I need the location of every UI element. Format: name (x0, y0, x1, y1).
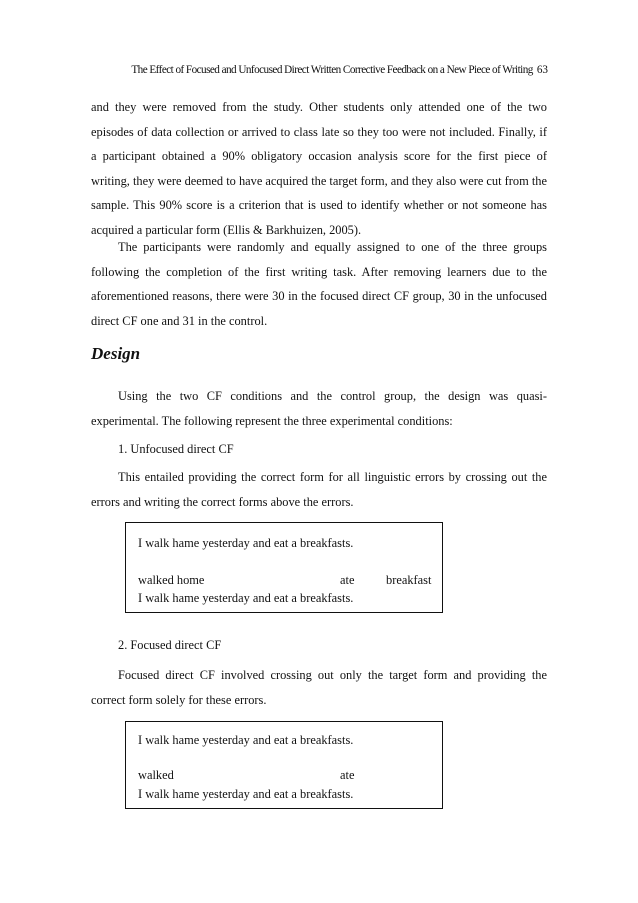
example-correction-breakfast: breakfast (386, 573, 432, 587)
paragraph-design: Using the two CF conditions and the control group, the design was quasi-experimental. The following represent the three experimental conditions: (91, 389, 547, 428)
condition-unfocused-label: 1. Unfocused direct CF (118, 442, 234, 456)
example-box-focused (125, 721, 443, 809)
example-correction-walked-home: walked home (138, 573, 205, 587)
example-correction-ate: ate (340, 768, 355, 782)
condition-focused-label: 2. Focused direct CF (118, 638, 222, 652)
running-title: The Effect of Focused and Unfocused Direct Written Corrective Feedback on a New Piece of Writing (131, 64, 533, 76)
running-header (96, 64, 548, 76)
example-corrected-sentence: I walk hame yesterday and eat a breakfasts. (138, 591, 354, 605)
section-heading-design: Design (91, 344, 141, 363)
page-number: 63 (536, 64, 548, 76)
paragraph-assignment: The participants were randomly and equally assigned to one of the three groups following the completion of the first writing task. After removing learners due to the aforementioned reasons, there were 30 in the focused direct CF group, 30 in the unfocused direct CF one and 31 in the control. (91, 240, 547, 328)
example-box-unfocused (125, 522, 443, 613)
paragraph-exclusions: and they were removed from the study. Other students only attended one of the two episodes of data collection or arrived to class late so they too were not included. Finally, if a participant obtained a 90% obligatory occasion analysis score for the first piece of writing, they were deemed to have acquired the target form, and they also were cut from the sample. This 90% score is a criterion that is used to identify whether or not someone has acquired a particular form (Ellis & Barkhuizen, 2005). (91, 100, 547, 237)
paragraph-focused: Focused direct CF involved crossing out only the target form and providing the correct form solely for these errors. (91, 668, 547, 707)
example-correction-walked: walked (138, 768, 174, 782)
example-original-sentence: I walk hame yesterday and eat a breakfasts. (138, 733, 354, 747)
example-correction-ate: ate (340, 573, 355, 587)
example-original-sentence: I walk hame yesterday and eat a breakfasts. (138, 536, 354, 550)
example-corrected-sentence: I walk hame yesterday and eat a breakfasts. (138, 787, 354, 801)
paragraph-unfocused: This entailed providing the correct form for all linguistic errors by crossing out the errors and writing the correct forms above the errors. (91, 470, 547, 509)
